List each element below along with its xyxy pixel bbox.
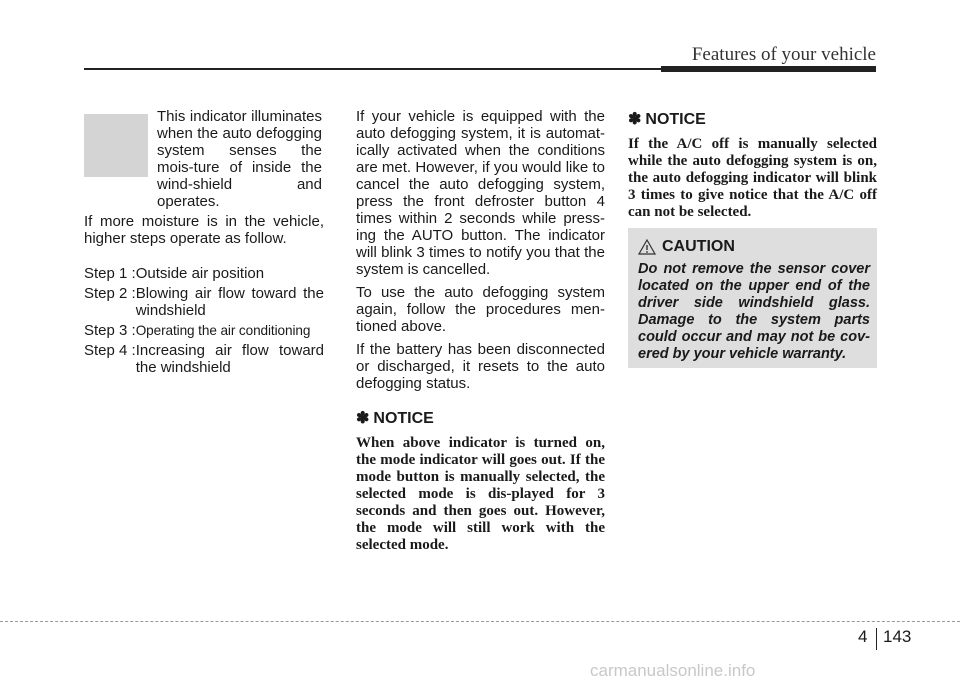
chapter-number: 4 [858,627,868,646]
indicator-description: This indicator illuminates when the auto defogging system senses the mois-ture of inside the wind-shield and operates. [157,108,322,210]
page-number: 143 [883,627,912,646]
step-label: Step 3 : [84,322,136,339]
notice-star-icon: ✽ [628,111,642,128]
column-right [628,111,877,221]
step-3 [84,322,324,339]
notice-star-icon: ✽ [356,410,370,427]
notice-heading [356,410,605,427]
step-text: Outside air position [135,265,265,282]
column-left [84,213,324,379]
paragraph-reuse: To use the auto defogging system again, follow the procedures men-tioned above. [356,284,605,335]
caution-text: Do not remove the sensor cover located on the upper end of the driver side windshield glass. Damage to the system parts could occur and may not be cov-ered by your vehicle warranty. [638,261,870,362]
header-title: Features of your vehicle [691,44,876,65]
notice-heading [628,111,877,128]
warning-triangle-icon [638,239,656,255]
step-text: Blowing air flow toward the windshield [135,285,324,319]
step-label: Step 1 : [84,265,136,282]
footer-rule [0,621,960,622]
step-4 [84,342,324,376]
watermark: carmanualsonline.info [590,661,756,680]
notice-title: NOTICE [373,410,434,427]
caution-heading [638,238,735,256]
notice-title: NOTICE [645,111,706,128]
moisture-paragraph: If more moisture is in the vehicle, higher steps operate as follow. [84,213,324,247]
notice-text: If the A/C off is manually selected while the auto defogging system is on, the auto defogging indicator will blink 3 times to give notice that the A/C off can not be selected. [628,136,877,220]
paragraph-auto-defog: If your vehicle is equipped with the auto defogging system, it is automat-ically activated when the conditions are met. However, if you would like to cancel the auto defogging system, press the front defroster button 4 times within 2 seconds while press-ing the AUTO button. The indicator will blink 3 times to notify you that the system is cancelled. [356,108,605,278]
footer-divider [876,628,877,650]
step-text: Increasing air flow toward the windshield [135,342,324,376]
notice-text: When above indicator is turned on, the mode indicator will goes out. If the mode button is manually selected, the selected mode is dis-played for 3 seconds and then goes out. However, the mode will still work with the selected mode. [356,435,605,553]
step-label: Step 4 : [84,342,136,359]
step-2 [84,285,324,319]
step-text: Operating the air conditioning [135,323,311,338]
step-label: Step 2 : [84,285,136,302]
indicator-icon [84,114,148,177]
step-1 [84,265,324,282]
column-middle [356,108,605,560]
caution-box [628,228,877,368]
header-bar [661,66,876,72]
paragraph-battery: If the battery has been disconnected or discharged, it resets to the auto defogging status. [356,341,605,392]
caution-title: CAUTION [662,238,735,255]
